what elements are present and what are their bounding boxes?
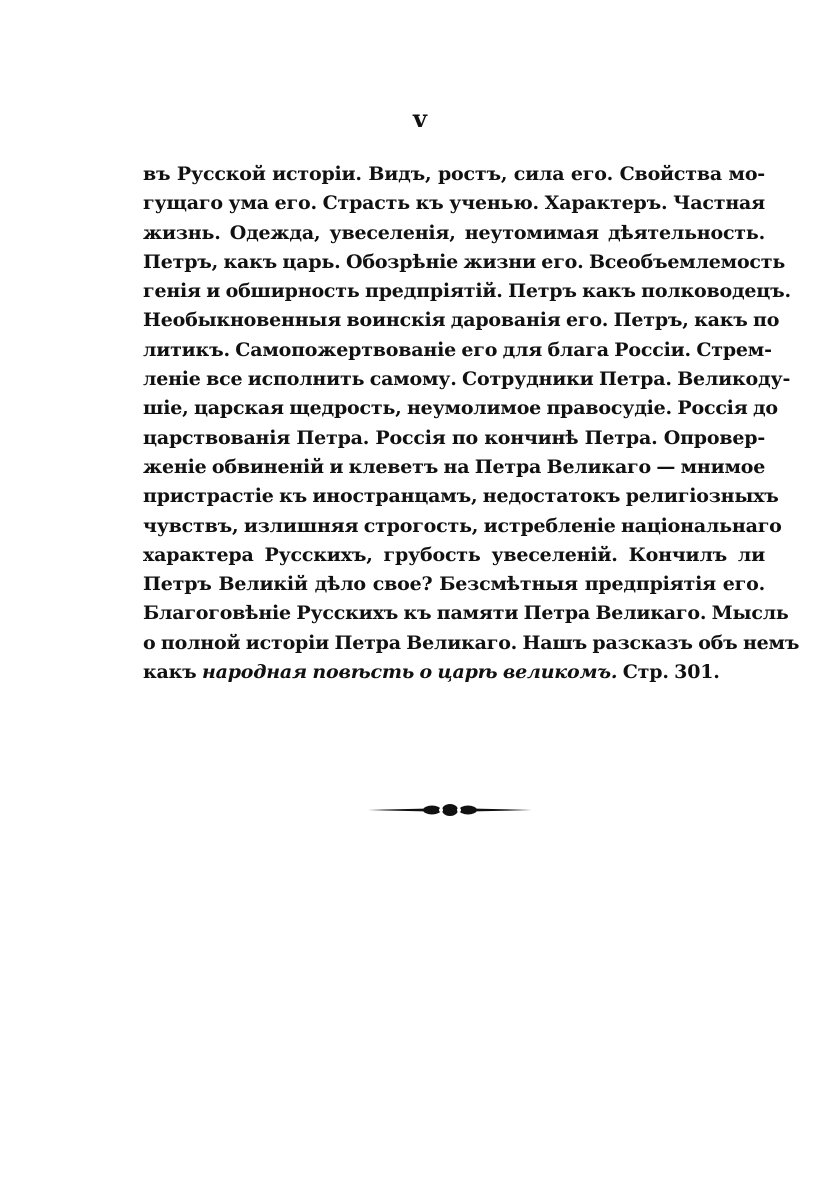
text-line: Благоговѣніе Русскихъ къ памяти Петра Великаго. Мысль (143, 602, 789, 625)
text-line: женіе обвиненій и клеветъ на Петра Великаго — мнимое (143, 455, 766, 478)
text-line: пристрастіе къ иностранцамъ, недостатокъ религіозныхъ (143, 485, 779, 508)
text-line: генія и обширность предпріятій. Петръ какъ полководецъ. (143, 280, 791, 303)
divider-right-line (476, 809, 532, 812)
text-line: въ Русской исторіи. Видъ, ростъ, сила его. Свойства мо- (143, 163, 765, 185)
divider-left-bead (423, 806, 441, 815)
page-reference: Стр. 301. (617, 661, 720, 684)
text-line-last (143, 658, 765, 687)
text-line: чувствъ, излишняя строгость, истребленіе національнаго (143, 514, 782, 537)
text-line: Необыкновенныя воинскія дарованія его. Петръ, какъ по (143, 309, 780, 332)
divider-center-bead (442, 804, 458, 816)
divider-dot-right (457, 808, 461, 812)
text-line: литикъ. Самопожертвованіе его для блага Россіи. Стрем- (143, 338, 772, 361)
page-number: v (413, 104, 427, 133)
ornamental-divider-icon (366, 800, 534, 820)
divider-left-line (368, 809, 424, 812)
text-line-prefix: какъ (143, 661, 202, 684)
text-line: шіе, царская щедрость, неумолимое правосудіе. Россія до (143, 397, 778, 420)
text-line: о полной исторіи Петра Великаго. Нашъ разсказъ объ немъ (143, 631, 800, 654)
text-line: Петръ Великій дѣло свое? Безсмѣтныя предпріятія его. (143, 573, 765, 596)
text-line: Петръ, какъ царь. Обозрѣніе жизни его. Всеобъемлемость (143, 250, 786, 273)
divider-dot-left (439, 808, 443, 812)
text-line: гущаго ума его. Страсть къ ученью. Характеръ. Частная (143, 192, 765, 215)
text-line: жизнь. Одежда, увеселенія, неутомимая дѣятельность. (143, 221, 765, 244)
text-line: царствованія Петра. Россія по кончинѣ Петра. Опровер- (143, 426, 765, 449)
italic-title: народная повѣсть о царѣ великомъ. (201, 661, 618, 684)
divider-right-bead (459, 806, 477, 815)
contents-paragraph (143, 160, 800, 687)
text-line: леніе все исполнить самому. Сотрудники Петра. Великоду- (143, 368, 791, 391)
text-line: характера Русскихъ, грубость увеселеній. Кончилъ ли (143, 543, 765, 566)
